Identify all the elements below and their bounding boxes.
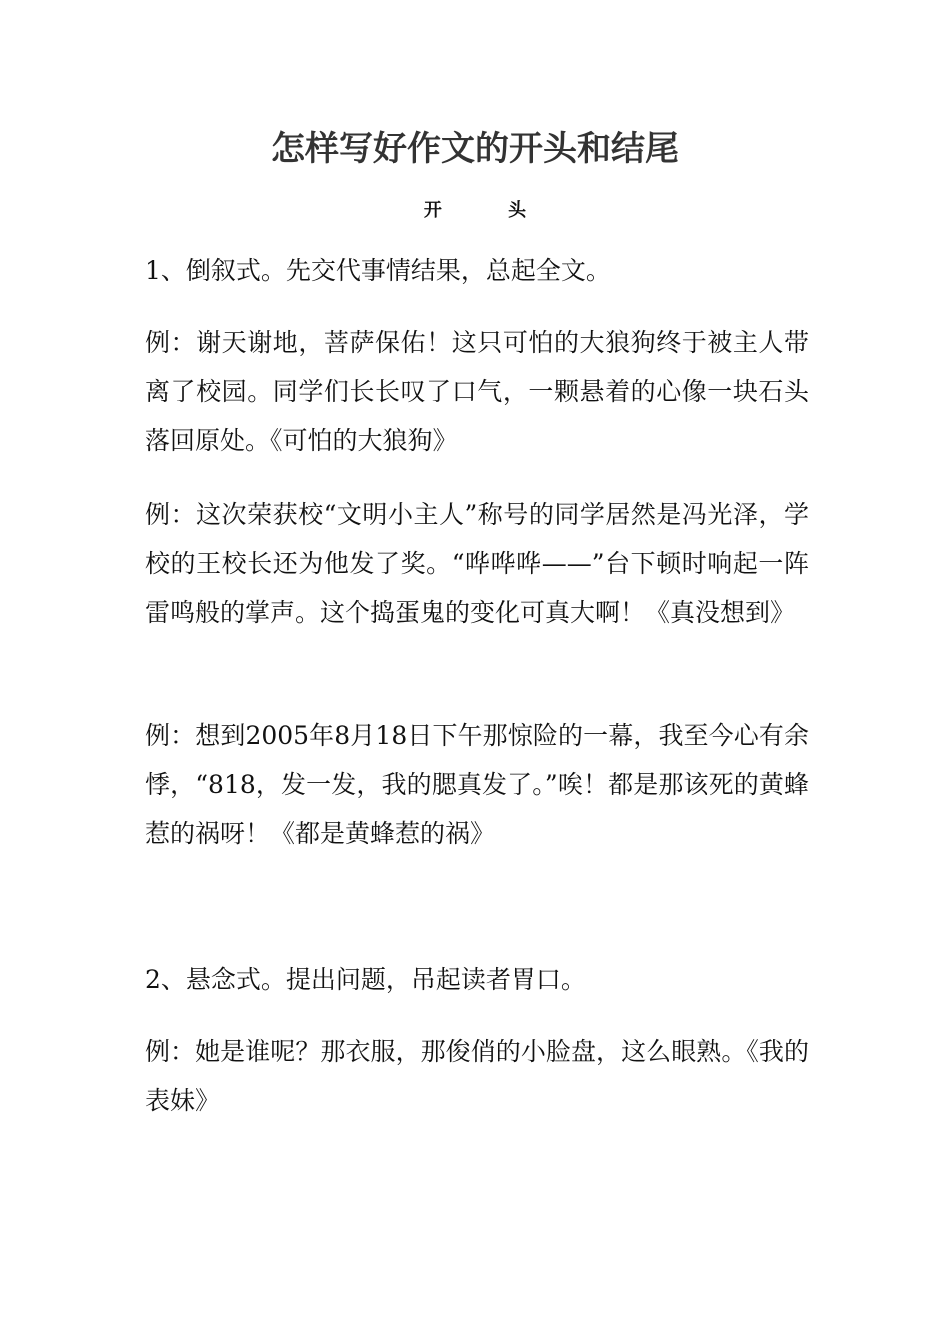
paragraph-example: 例：想到2005年8月18日下午那惊险的一幕，我至今心有余悸，“818，发一发，我的腮真发了。”唉！都是那该死的黄蜂惹的祸呀！《都是黄蜂惹的祸》 xyxy=(145,721,809,848)
section-heading-opening: 开 头 xyxy=(423,200,557,221)
paragraph-example: 例：谢天谢地，菩萨保佑！这只可怕的大狼狗终于被主人带离了校园。同学们长长叹了口气，一颗悬着的心像一块石头落回原处。《可怕的大狼狗》 xyxy=(145,328,809,455)
paragraph-example: 例：她是谁呢？那衣服，那俊俏的小脸盘，这么眼熟。《我的表妹》 xyxy=(145,1037,809,1115)
paragraph-method-2: 2、悬念式。提出问题，吊起读者胃口。 xyxy=(145,965,586,994)
document-title: 怎样写好作文的开头和结尾 xyxy=(271,129,679,169)
paragraph-example: 例：这次荣获校“文明小主人”称号的同学居然是冯光泽，学校的王校长还为他发了奖。“哗哗哗——”台下顿时响起一阵雷鸣般的掌声。这个捣蛋鬼的变化可真大啊！《真没想到》 xyxy=(145,500,809,627)
paragraph-method-1: 1、倒叙式。先交代事情结果，总起全文。 xyxy=(145,256,611,285)
